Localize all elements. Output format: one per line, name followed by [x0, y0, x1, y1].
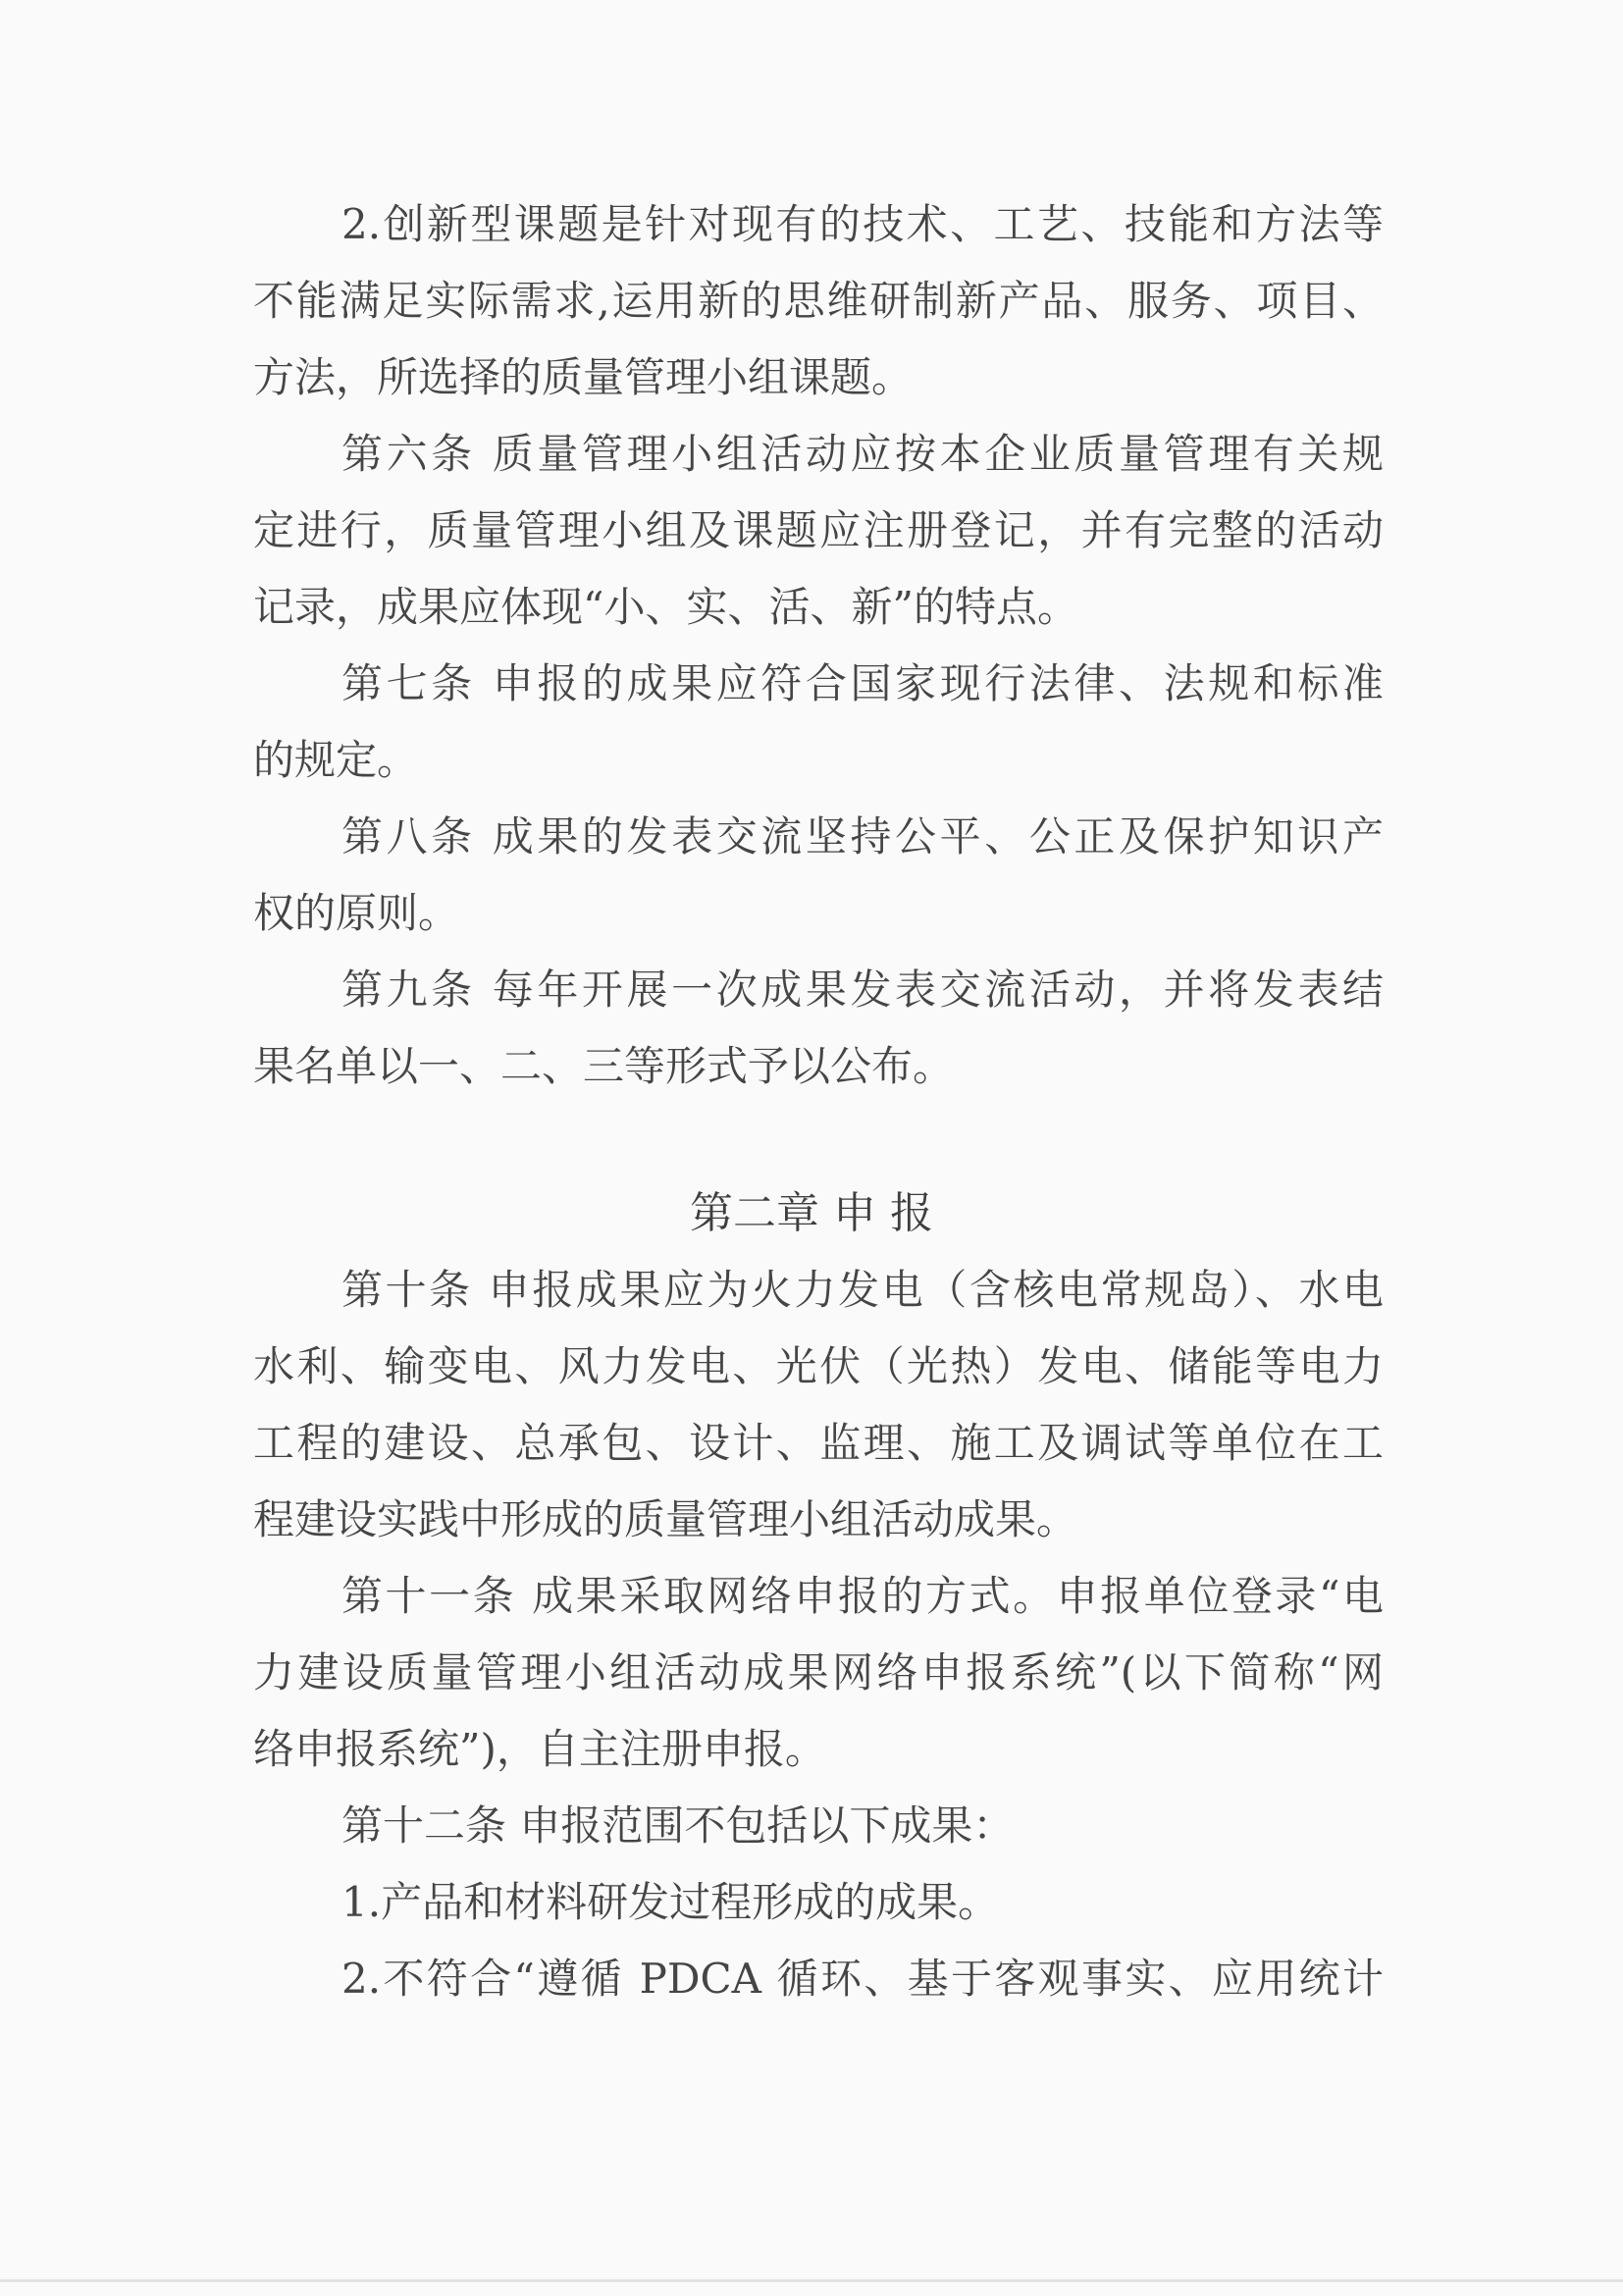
article-8-line: 第八条 成果的发表交流坚持公平、公正及保护知识产 — [341, 812, 1384, 861]
paragraph-line: 2.创新型课题是针对现有的技术、工艺、技能和方法等 — [341, 200, 1384, 248]
paragraph-line: 的规定。 — [253, 736, 419, 784]
article-9-line: 第九条 每年开展一次成果发表交流活动，并将发表结 — [341, 965, 1384, 1014]
chapter-heading: 第二章 申 报 — [690, 1188, 933, 1238]
paragraph-line: 不能满足实际需求,运用新的思维研制新产品、服务、项目、 — [253, 277, 1384, 325]
paragraph-line: 定进行，质量管理小组及课题应注册登记，并有完整的活动 — [253, 506, 1384, 554]
list-item: 2.不符合“遵循 PDCA 循环、基于客观事实、应用统计 — [341, 1955, 1384, 2003]
article-6-line: 第六条 质量管理小组活动应按本企业质量管理有关规 — [341, 430, 1384, 478]
paragraph-line: 程建设实践中形成的质量管理小组活动成果。 — [253, 1495, 1078, 1543]
paragraph-line: 记录，成果应体现“小、实、活、新”的特点。 — [253, 583, 1078, 631]
paragraph-line: 方法，所选择的质量管理小组课题。 — [253, 353, 914, 401]
page-bottom-edge — [0, 2279, 1623, 2282]
article-7-line: 第七条 申报的成果应符合国家现行法律、法规和标准 — [341, 659, 1384, 707]
list-item: 1.产品和材料研发过程形成的成果。 — [341, 1878, 1000, 1926]
paragraph-line: 果名单以一、二、三等形式予以公布。 — [253, 1042, 955, 1090]
paragraph-line: 水利、输变电、风力发电、光伏（光热）发电、储能等电力 — [253, 1342, 1384, 1390]
article-11-line: 第十一条 成果采取网络申报的方式。申报单位登录“电 — [341, 1572, 1384, 1620]
paragraph-line: 权的原则。 — [253, 889, 460, 937]
paragraph-line: 工程的建设、总承包、设计、监理、施工及调试等单位在工 — [253, 1419, 1384, 1467]
paragraph-line: 络申报系统”)，自主注册申报。 — [253, 1725, 826, 1773]
article-10-line: 第十条 申报成果应为火力发电（含核电常规岛）、水电 — [341, 1266, 1384, 1314]
paragraph-line: 力建设质量管理小组活动成果网络申报系统”(以下简称“网 — [253, 1648, 1384, 1696]
article-12-line: 第十二条 申报范围不包括以下成果： — [341, 1801, 1015, 1850]
